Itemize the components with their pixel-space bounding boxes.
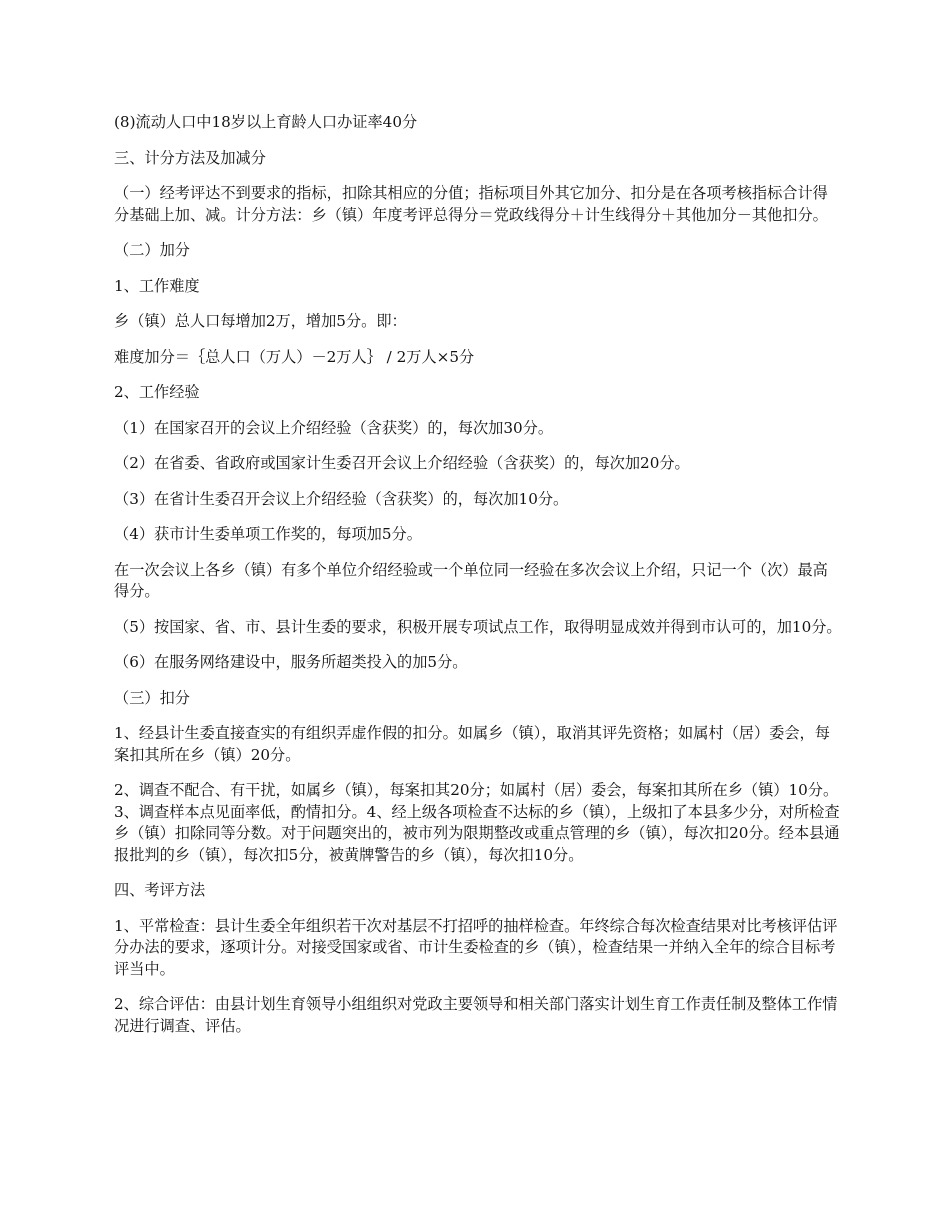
paragraph-1: (8)流动人口中18岁以上育龄人口办证率40分 <box>114 113 418 131</box>
formula-line: 难度加分＝｛总人口（万人）－2万人｝ / 2万人×5分 <box>114 347 475 366</box>
document-body <box>114 112 842 1051</box>
section-heading-4: 四、考评方法 <box>114 881 206 899</box>
paragraph-15: （6）在服务网络建设中，服务所超类投入的加5分。 <box>114 653 468 671</box>
paragraph-11: （3）在省计生委召开会议上介绍经验（含获奖）的，每次加10分。 <box>114 489 569 508</box>
section-heading-3: 三、计分方法及加减分 <box>114 148 266 167</box>
paragraph-20: 1、平常检查：县计生委全年组织若干次对基层不打招呼的抽样检查。年终综合每次检查结果对比考核评估评分办法的要求，逐项计分。对接受国家或省、市计生委检查的乡（镇），检查结果一并纳入全年的综合目标考评当中。 <box>114 916 838 978</box>
paragraph-12: （4）获市计生委单项工作奖的，每项加5分。 <box>114 525 422 543</box>
item-heading-1: 1、工作难度 <box>114 276 200 295</box>
subsection-heading-3: （三）扣分 <box>114 688 190 707</box>
paragraph-10: （2）在省委、省政府或国家计生委召开会议上介绍经验（含获奖）的，每次加20分。 <box>114 454 690 472</box>
subsection-heading-2: （二）加分 <box>114 241 190 259</box>
paragraph-17: 1、经县计生委直接查实的有组织弄虚作假的扣分。如属乡（镇），取消其评先资格；如属村（居）委会，每案扣其所在乡（镇）20分。 <box>114 724 830 764</box>
paragraph-6: 乡（镇）总人口每增加2万，增加5分。即： <box>114 312 407 330</box>
paragraph-9: （1）在国家召开的会议上介绍经验（含获奖）的，每次加30分。 <box>114 418 554 437</box>
paragraph-13: 在一次会议上各乡（镇）有多个单位介绍经验或一个单位同一经验在多次会议上介绍，只记一个（次）最高得分。 <box>114 560 828 600</box>
item-heading-2: 2、工作经验 <box>114 383 200 401</box>
paragraph-14: （5）按国家、省、市、县计生委的要求，积极开展专项试点工作，取得明显成效并得到市认可的，加10分。 <box>114 617 842 636</box>
paragraph-3: （一）经考评达不到要求的指标，扣除其相应的分值；指标项目外其它加分、扣分是在各项考核指标合计得分基础上加、减。计分方法：乡（镇）年度考评总得分＝党政线得分＋计生线得分＋其他加分－其他扣分。 <box>114 184 828 224</box>
paragraph-21: 2、综合评估：由县计划生育领导小组组织对党政主要领导和相关部门落实计划生育工作责任制及整体工作情况进行调查、评估。 <box>114 995 838 1035</box>
paragraph-18: 2、调查不配合、有干扰，如属乡（镇），每案扣其20分；如属村（居）委会，每案扣其所在乡（镇）10分。3、调查样本点见面率低，酌情扣分。4、经上级各项检查不达标的乡（镇），上级扣了本县多少分，对所检查乡（镇）扣除同等分数。对于问题突出的，被市列为限期整改或重点管理的乡（镇），每次扣20分。经本县通报批判的乡（镇），每次扣5分，被黄牌警告的乡（镇），每次扣10分。 <box>114 781 840 864</box>
